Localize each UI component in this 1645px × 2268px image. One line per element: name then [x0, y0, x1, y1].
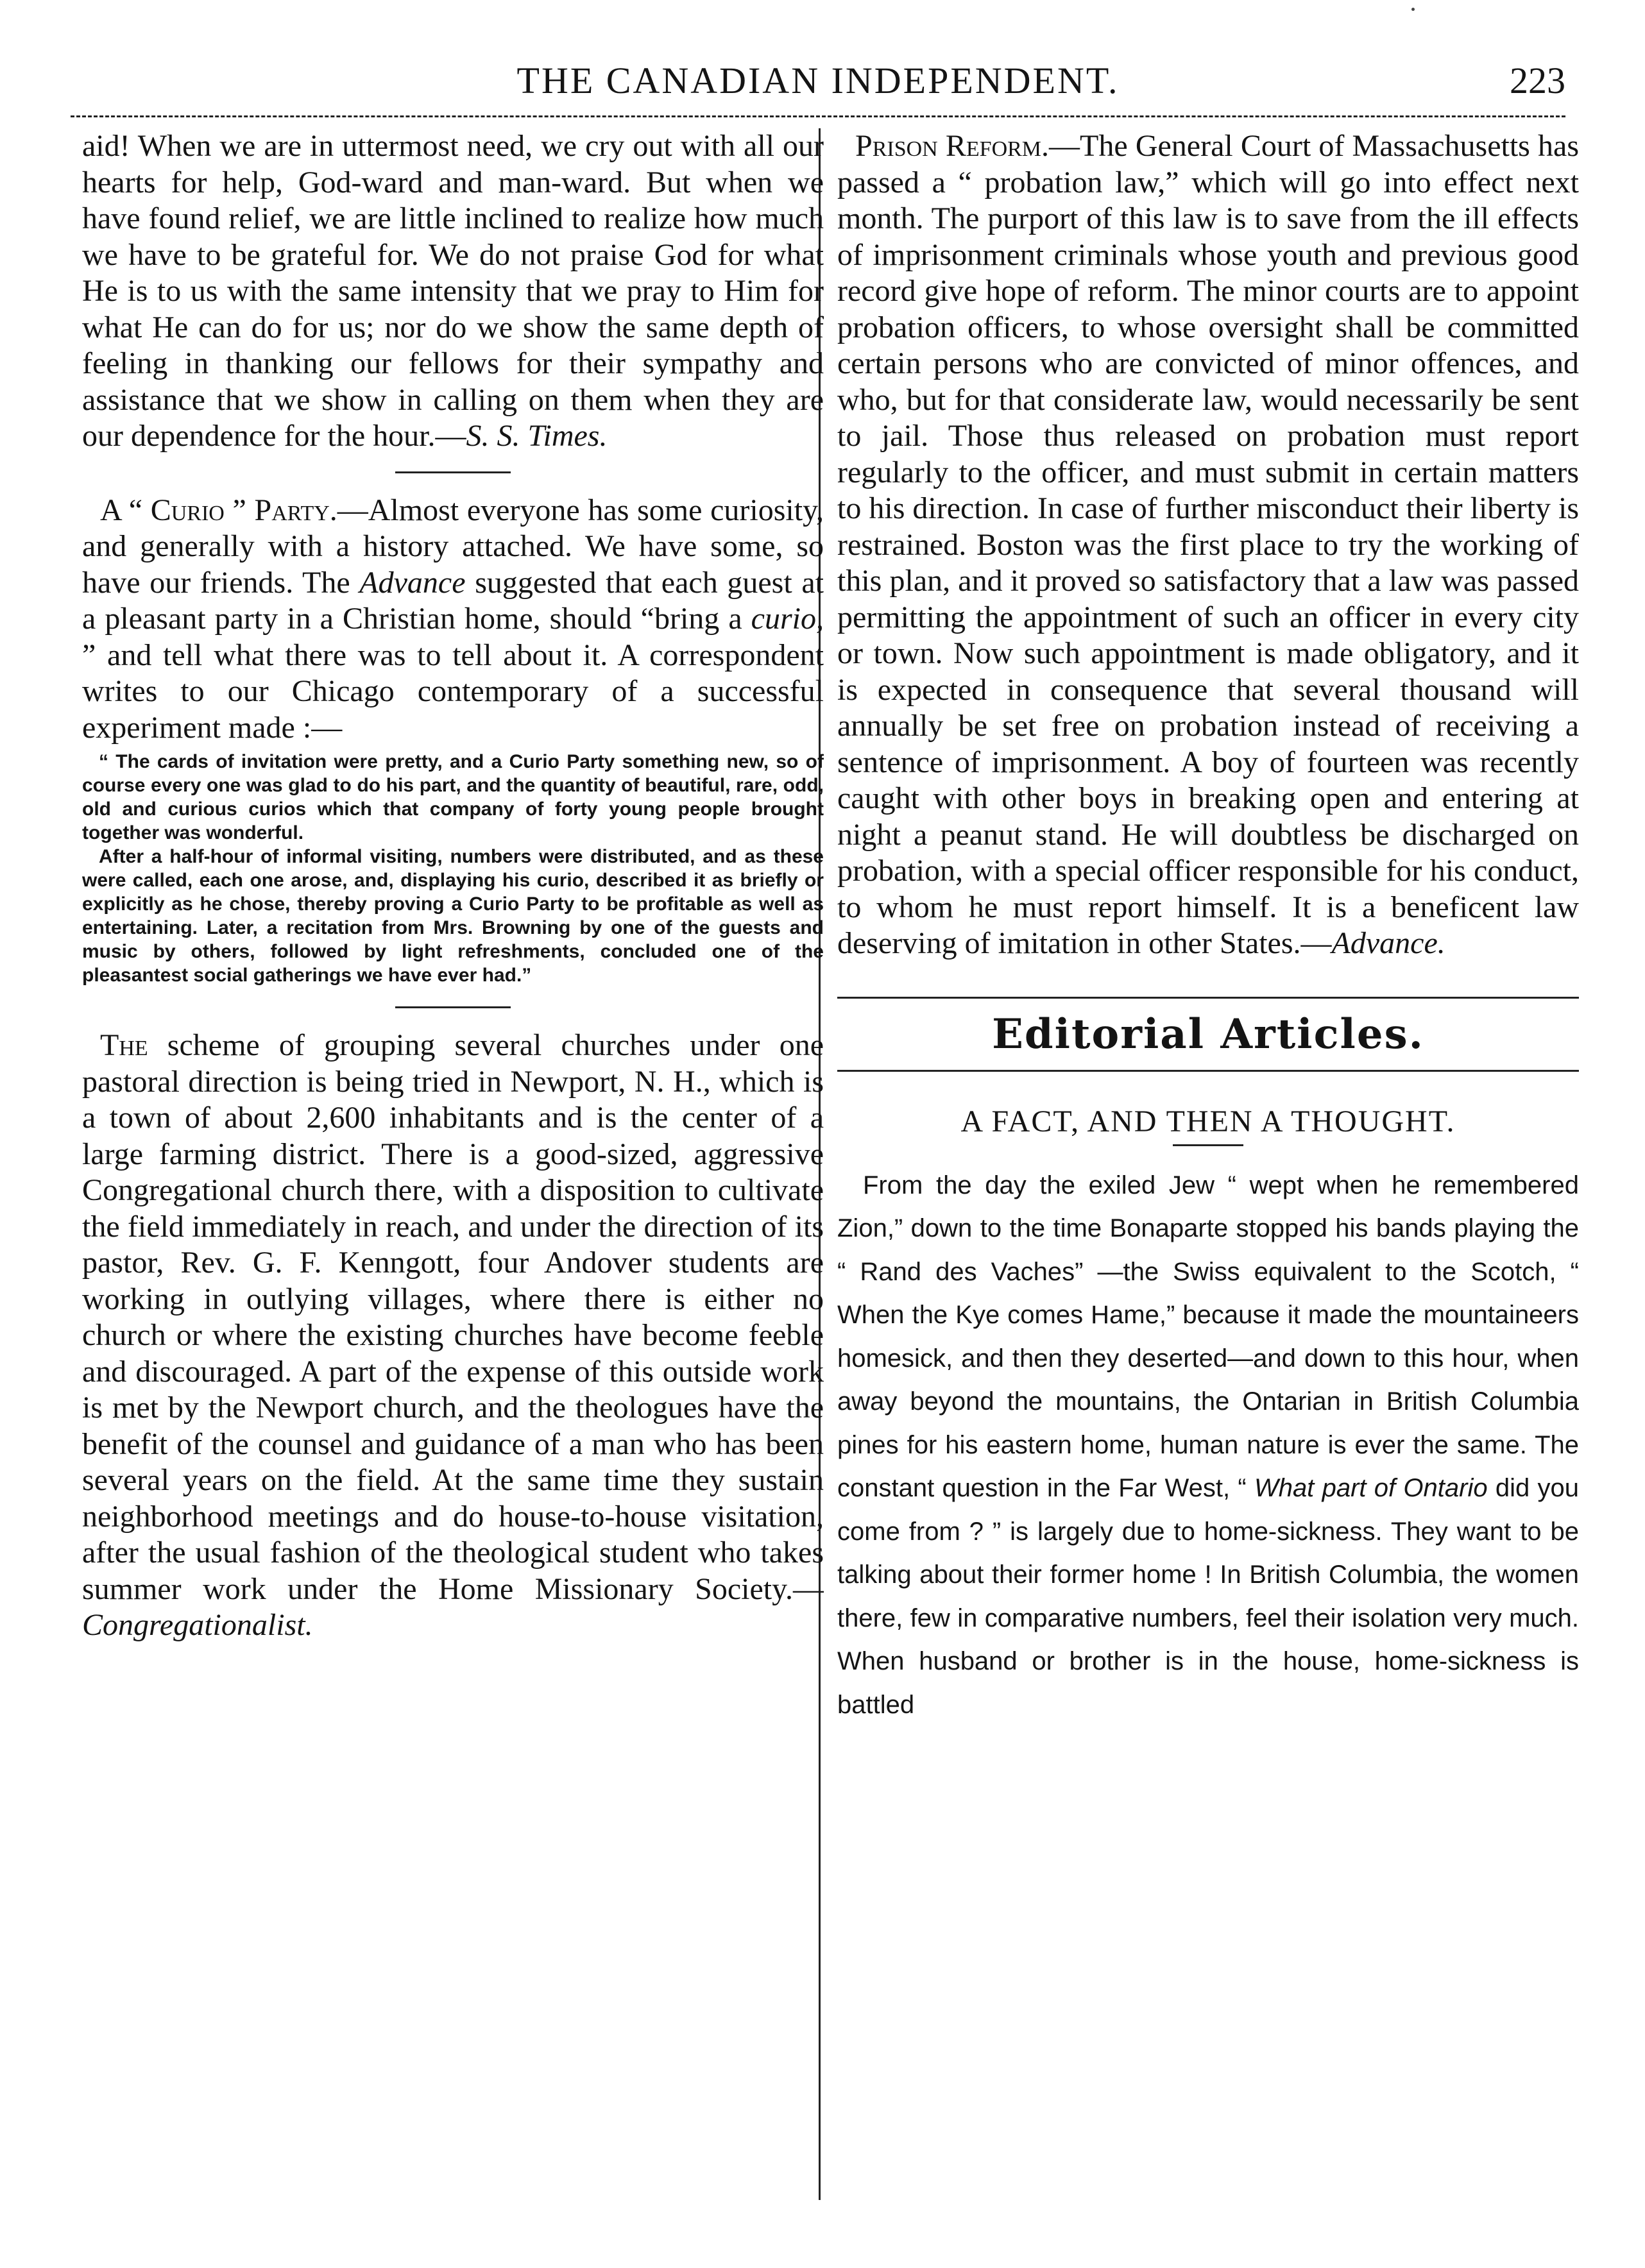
section-rule-bottom — [837, 1070, 1579, 1072]
journal-title: THE CANADIAN INDEPENDENT. — [516, 60, 1120, 101]
source-advance: Advance. — [1331, 926, 1445, 960]
article-text-b: did you come from ? ” is largely due to home-sickness. They want to be talking about their former home ! In British Columbia, the women there, few in comparative numbers, feel their isolation very much. When husband or brother is in the house, home-sickness is battled — [837, 1474, 1579, 1719]
scheme-lead: The — [100, 1028, 148, 1062]
ink-speck — [1411, 8, 1415, 11]
section-rule — [395, 1006, 511, 1008]
curio-text-c: ” and tell what there was to tell about it. A correspondent writes to our Chicago contemporary of a successful experiment made :— — [82, 638, 824, 745]
prison-heading: Prison Reform. — [855, 129, 1050, 163]
curio-heading: A “ Curio ” Party. — [100, 493, 337, 527]
continued-paragraph-text: aid! When we are in uttermost need, we cry out with all our hearts for help, God-ward and man-ward. But when we have found relief, we are little inclined to realize how much we have to be grateful for. We do not praise God for what He is to us with the same intensity that we pray to Him for what He can do for us; nor do we show the same depth of feeling in thanking our fellows for their sympathy and assistance that we show in calling on them when they are our dependence for the hour.— — [82, 129, 824, 453]
scheme-text: scheme of grouping several churches under one pastoral direction is being tried in Newport, N. H., which is a town of about 2,600 inhabitants and is the center of a large farming district. There is a good-sized, aggressive Congregational church there, with a disposition to cultivate the field immediately in reach, and under the direction of its pastor, Rev. G. F. Kenngott, four Andover students are working in outlying villages, where there is either no church or where the existing churches have become feeble and discouraged. A part of the expense of this outside work is met by the Newport church, and the theologues have the benefit of the counsel and guidance of a man who has been several years on the field. At the same time they sustain neighborhood meetings and do house-to-house visitation, after the usual fashion of the theological student who takes summer work under the Home Missionary Society.— — [82, 1028, 824, 1606]
section-rule — [395, 471, 511, 473]
title-rule — [1173, 1144, 1243, 1146]
header-rule — [71, 115, 1565, 117]
article-text-a: From the day the exiled Jew “ wept when he remembered Zion,” down to the time Bonaparte stopped his bands playing the “ Rand des Vaches” —the Swiss equivalent to the Scotch, “ When the Kye comes Hame,” because it made the mountaineers homesick, and then they deserted—and down to this hour, when away beyond the mountains, the Ontarian in British Columbia pines for his eastern home, human nature is ever the same. The constant question in the Far West, “ — [837, 1171, 1579, 1502]
curio-text-a: —Almost everyone has some curiosity, and generally with a history attached. We have some, so have our friends. The — [82, 493, 824, 600]
article-paragraph — [837, 1164, 1579, 1727]
editorial-heading: Editorial Articles. — [992, 1010, 1424, 1058]
scheme-paragraph — [82, 1028, 824, 1644]
section-rule-top — [837, 997, 1579, 999]
curio-quote-1: “ The cards of invitation were pretty, and a Curio Party something new, so of course every one was glad to do his part, and the quantity of beautiful, rare, odd, old and curious curios which that company of forty young people brought together was wonderful. — [82, 751, 824, 843]
curio-quote-2: After a half-hour of informal visiting, numbers were distributed, and as these were called, each one arose, and, displaying his curio, described it as briefly or explicitly as he chose, thereby proving a Curio Party to be profitable as well as entertaining. Later, a recitation from Mrs. Browning by one of the guests and music by others, followed by light refreshments, concluded one of the pleasantest social gatherings we have ever had.” — [82, 846, 824, 986]
left-column — [82, 128, 824, 2213]
curio-advance: Advance — [359, 565, 466, 600]
right-column — [837, 128, 1579, 2213]
page-number: 223 — [1510, 60, 1565, 101]
running-header — [71, 59, 1565, 110]
curio-text-b: suggested that each guest at a pleasant party in a Christian home, should “bring a — [82, 565, 824, 636]
source-congregationalist: Congregationalist. — [82, 1608, 313, 1642]
curio-word: curio, — [751, 602, 824, 636]
article-italic: What part of Ontario — [1254, 1474, 1488, 1502]
source-times: S. S. Times. — [466, 419, 608, 453]
article-title: A FACT, AND THEN A THOUGHT. — [960, 1104, 1456, 1138]
prison-paragraph — [837, 128, 1579, 962]
prison-text: —The General Court of Massachusetts has passed a “ probation law,” which will go into effect next month. The purport of this law is to save from the ill effects of imprisonment criminals whose youth and previous good record give hope of reform. The minor courts are to appoint probation officers, to whose oversight shall be committed certain persons who are convicted of minor offences, and who, but for that considerate law, would necessarily be sent to jail. Those thus released on probation must report regularly to the officer, and must submit in certain matters to his direction. In case of further misconduct their liberty is restrained. Boston was the first place to try the working of this plan, and it proved so satisfactory that a law was passed permitting the appointment of such an officer in every city or town. Now such appointment is made obligatory, and it is expected in consequence that several thousand will annually be set free on probation instead of receiving a sentence of imprisonment. A boy of fourteen was recently caught with other boys in breaking open and entering at night a peanut stand. He will doubtless be discharged on probation, with a special officer responsible for his conduct, to whom he must report himself. It is a beneficent law deserving of imitation in other States.— — [837, 129, 1579, 960]
curio-paragraph — [82, 493, 824, 747]
continued-paragraph — [82, 128, 824, 455]
